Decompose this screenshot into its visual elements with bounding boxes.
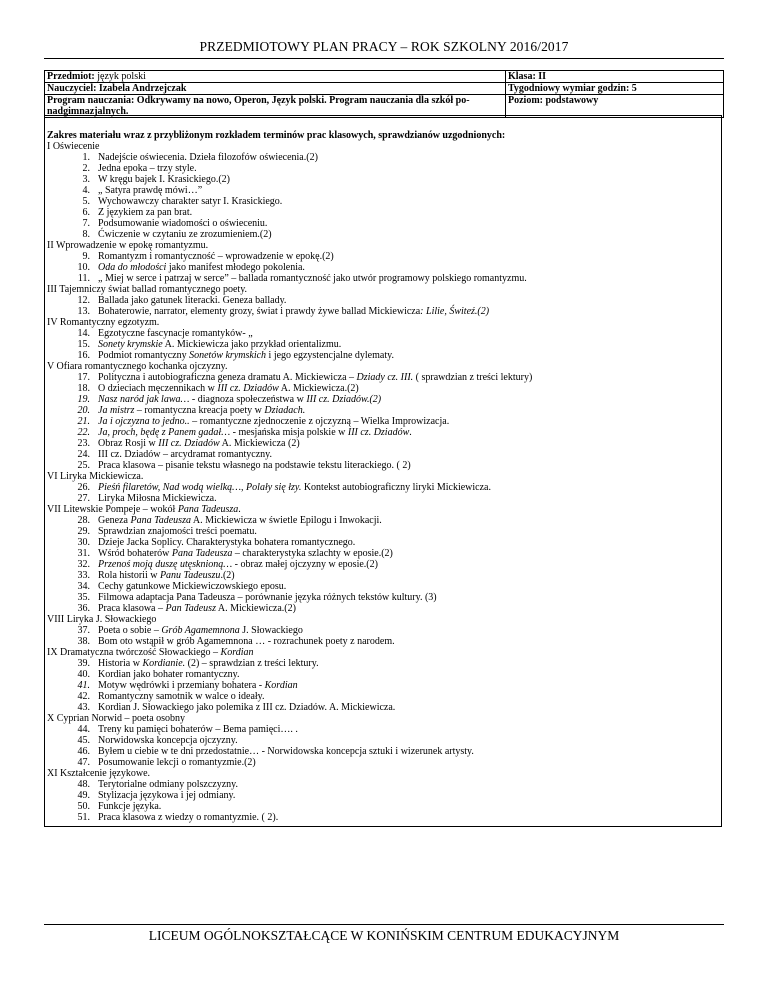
- text-run: jako manifest młodego pokolenia.: [166, 262, 305, 273]
- item-text: [98, 427, 719, 438]
- item-number: 4.: [82, 185, 90, 196]
- text-run: Kordian J. Słowackiego jako polemika z III cz. Dziadów. A. Mickiewicza.: [98, 702, 396, 713]
- item-text: [98, 262, 719, 273]
- text-run: - diagnoza społeczeństwa w: [189, 394, 307, 405]
- text-run: Dziadach.: [264, 405, 306, 416]
- text-run: Funkcje języka.: [98, 801, 162, 812]
- item-number: 34.: [77, 581, 90, 592]
- item-number: 5.: [82, 196, 90, 207]
- item-text: [98, 339, 719, 350]
- item-text: [98, 548, 719, 559]
- list-item: [47, 449, 719, 460]
- text-run: Ćwiczenie w czytaniu ze zrozumieniem.(2): [98, 229, 272, 240]
- item-text: [98, 273, 719, 284]
- section-title: V Ofiara romantycznego kochanka ojczyzny.: [47, 361, 228, 372]
- section-title: I Oświecenie: [47, 141, 100, 152]
- teacher-value: Nauczyciel: Izabela Andrzejczak: [47, 83, 187, 94]
- item-number: 9.: [82, 251, 90, 262]
- text-run: .: [238, 504, 241, 515]
- text-run: Pieśń filaretów, Nad wodą wielką…, Polały się łzy.: [98, 482, 302, 493]
- text-run: Ballada jako gatunek literacki. Geneza ballady.: [98, 295, 287, 306]
- item-text: [98, 350, 719, 361]
- text-run: Pana Tadeusza: [171, 548, 233, 559]
- item-text: [98, 746, 719, 757]
- text-run: – romantyczne zjednoczenie z ojczyzną – Wielka Improwizacja.: [189, 416, 450, 427]
- text-run: Praca klasowa z wiedzy o romantyzmie. ( 2).: [98, 812, 279, 823]
- item-number: 17.: [77, 372, 90, 383]
- item-number: 29.: [77, 526, 90, 537]
- item-text: [98, 482, 719, 493]
- item-number: 37.: [77, 625, 90, 636]
- item-text: [98, 680, 719, 691]
- list-item: [47, 669, 719, 680]
- item-text: [98, 702, 719, 713]
- item-number: 13.: [77, 306, 90, 317]
- item-text: [98, 570, 719, 581]
- item-text: [98, 515, 719, 526]
- list-item: [47, 306, 719, 317]
- text-run: III cz. Dziadów: [158, 438, 220, 449]
- item-number: 40.: [77, 669, 90, 680]
- text-run: Kordian: [264, 680, 298, 691]
- subject-value: język polski: [94, 71, 146, 82]
- item-text: [98, 636, 719, 647]
- footer-text: LICEUM OGÓLNOKSZTAŁCĄCE W KONIŃSKIM CENTRUM EDUKACYJNYM: [148, 928, 620, 943]
- item-text: [98, 658, 719, 669]
- list-item: [47, 196, 719, 207]
- text-run: Kontekst autobiograficzny liryki Mickiewicza.: [301, 482, 491, 493]
- text-run: A. Mickiewicza.(2): [215, 603, 296, 614]
- text-run: Bom oto wstąpił w grób Agamemnona … - rozrachunek poety z narodem.: [98, 636, 395, 647]
- text-run: IX Dramatyczna twórczość Słowackiego –: [47, 647, 221, 658]
- item-text: [98, 526, 719, 537]
- text-run: Motyw wędrówki i przemiany bohatera -: [98, 680, 265, 691]
- item-number: 50.: [77, 801, 90, 812]
- list-item: [47, 537, 719, 548]
- item-number: 48.: [77, 779, 90, 790]
- text-run: .: [409, 427, 412, 438]
- text-run: III cz. Dziadów: [217, 383, 279, 394]
- list-item: [47, 735, 719, 746]
- item-number: 42.: [77, 691, 90, 702]
- list-item: [47, 328, 719, 339]
- section-title: [47, 647, 719, 658]
- program-line-2: nadgimnazjalnych.: [47, 106, 129, 117]
- item-text: [98, 581, 719, 592]
- text-run: : Lilie, Świteź.(2): [420, 306, 490, 317]
- item-number: 51.: [77, 812, 90, 823]
- text-run: „ Satyra prawdę mówi…”: [98, 185, 203, 196]
- item-text: [98, 559, 719, 570]
- level-value: Poziom: podstawowy: [508, 95, 599, 106]
- text-run: Grób Agamemnona: [161, 625, 240, 636]
- header-table: [44, 70, 724, 118]
- item-text: [98, 295, 719, 306]
- text-run: III cz. Dziadów: [347, 427, 410, 438]
- list-item: [47, 229, 719, 240]
- class-cell: [506, 71, 724, 83]
- item-text: [98, 174, 719, 185]
- list-item: [47, 416, 719, 427]
- text-run: Romantyczny samotnik w walce o ideały.: [98, 691, 265, 702]
- text-run: Terytorialne odmiany polszczyzny.: [98, 779, 238, 790]
- list-item: [47, 691, 719, 702]
- item-text: [98, 306, 719, 317]
- text-run: Pana Tadeusza: [130, 515, 191, 526]
- list-item: [47, 350, 719, 361]
- sections-list: [47, 141, 719, 823]
- list-item: [47, 185, 719, 196]
- item-text: [98, 163, 719, 174]
- subject-label: Przedmiot:: [47, 71, 95, 82]
- list-item: [47, 702, 719, 713]
- item-number: 6.: [82, 207, 90, 218]
- section-title: XI Kształcenie językowe.: [47, 768, 151, 779]
- text-run: Wychowawczy charakter satyr I. Krasickiego.: [98, 196, 283, 207]
- item-number: 2.: [82, 163, 90, 174]
- text-run: – charakterystyka szlachty w eposie.(2): [232, 548, 393, 559]
- item-text: [98, 592, 719, 603]
- item-text: [98, 405, 719, 416]
- item-text: [98, 757, 719, 768]
- text-run: i jego egzystencjalne dylematy.: [266, 350, 394, 361]
- list-item: [47, 790, 719, 801]
- item-text: [98, 493, 719, 504]
- list-item: [47, 746, 719, 757]
- item-text: [98, 625, 719, 636]
- item-text: [98, 251, 719, 262]
- list-item: [47, 570, 719, 581]
- text-run: Dziady cz. III.: [356, 372, 414, 383]
- text-run: Podmiot romantyczny: [98, 350, 190, 361]
- item-number: 36.: [77, 603, 90, 614]
- content-box: [44, 115, 722, 827]
- item-number: 21.: [77, 416, 90, 427]
- text-run: .(2): [220, 570, 235, 581]
- item-number: 49.: [77, 790, 90, 801]
- item-number: 46.: [77, 746, 90, 757]
- item-number: 19.: [77, 394, 90, 405]
- item-text: [98, 537, 719, 548]
- item-number: 26.: [77, 482, 90, 493]
- text-run: Praca klasowa – pisanie tekstu własnego na podstawie tekstu literackiego. ( 2): [98, 460, 411, 471]
- text-run: Kordian jako bohater romantyczny.: [98, 669, 240, 680]
- item-text: [98, 328, 719, 339]
- list-item: [47, 273, 719, 284]
- text-run: Sonetów krymskich: [189, 350, 267, 361]
- item-number: 30.: [77, 537, 90, 548]
- list-item: [47, 625, 719, 636]
- item-number: 16.: [77, 350, 90, 361]
- item-text: [98, 735, 719, 746]
- text-run: Historia w: [98, 658, 143, 669]
- page-title: PRZEDMIOTOWY PLAN PRACY – ROK SZKOLNY 2016/2017: [199, 39, 569, 54]
- list-item: [47, 405, 719, 416]
- section-title: II Wprowadzenie w epokę romantyzmu.: [47, 240, 209, 251]
- list-item: [47, 779, 719, 790]
- item-number: 23.: [77, 438, 90, 449]
- section-title: [47, 504, 719, 515]
- text-run: Podsumowanie wiadomości o oświeceniu.: [98, 218, 268, 229]
- text-run: Wśród bohaterów: [98, 548, 172, 559]
- text-run: VII Litewskie Pompeje – wokół: [47, 504, 178, 515]
- item-number: 8.: [82, 229, 90, 240]
- text-run: Nasz naród jak lawa…: [98, 394, 190, 405]
- item-number: 1.: [82, 152, 90, 163]
- list-item: [47, 801, 719, 812]
- list-item: [47, 372, 719, 383]
- class-value: Klasa: II: [508, 71, 547, 82]
- list-item: [47, 394, 719, 405]
- text-run: O dzieciach męczennikach w: [98, 383, 218, 394]
- section-title: IV Romantyczny egzotyzm.: [47, 317, 160, 328]
- text-run: III cz. Dziadów – arcydramat romantyczny.: [98, 449, 272, 460]
- text-run: A. Mickiewicza.(2): [278, 383, 359, 394]
- text-run: Norwidowska koncepcja ojczyzny.: [98, 735, 238, 746]
- item-text: [98, 394, 719, 405]
- item-number: 3.: [82, 174, 90, 185]
- item-text: [98, 449, 719, 460]
- list-item: [47, 295, 719, 306]
- list-item: [47, 460, 719, 471]
- item-text: [98, 603, 719, 614]
- list-item: [47, 218, 719, 229]
- text-run: J. Słowackiego: [239, 625, 303, 636]
- item-text: [98, 801, 719, 812]
- text-run: Nadejście oświecenia. Dzieła filozofów oświecenia.(2): [98, 152, 318, 163]
- text-run: Panu Tadeuszu: [159, 570, 221, 581]
- item-number: 27.: [77, 493, 90, 504]
- text-run: A. Mickiewicza w świetle Epilogu i Inwokacji.: [190, 515, 382, 526]
- text-run: Polityczna i autobiograficzna geneza dramatu A. Mickiewicza –: [98, 372, 357, 383]
- list-item: [47, 339, 719, 350]
- item-text: [98, 218, 719, 229]
- list-item: [47, 163, 719, 174]
- item-number: 12.: [77, 295, 90, 306]
- item-number: 15.: [77, 339, 90, 350]
- text-run: Praca klasowa –: [98, 603, 166, 614]
- list-item: [47, 152, 719, 163]
- list-item: [47, 174, 719, 185]
- item-number: 11.: [77, 273, 90, 284]
- text-run: Byłem u ciebie w te dni przedostatnie… - Norwidowska koncepcja sztuki i wizerunek artysty.: [98, 746, 474, 757]
- list-item: [47, 262, 719, 273]
- list-item: [47, 482, 719, 493]
- item-number: 22.: [77, 427, 90, 438]
- text-run: Ja mistrz: [98, 405, 135, 416]
- item-number: 43.: [77, 702, 90, 713]
- list-item: [47, 757, 719, 768]
- item-text: [98, 229, 719, 240]
- item-number: 14.: [77, 328, 90, 339]
- list-item: [47, 383, 719, 394]
- section-title: III Tajemniczy świat ballad romantycznego poety.: [47, 284, 248, 295]
- text-run: Sprawdzian znajomości treści poematu.: [98, 526, 257, 537]
- text-run: Geneza: [98, 515, 131, 526]
- item-text: [98, 669, 719, 680]
- item-number: 18.: [77, 383, 90, 394]
- text-run: Oda do młodości: [98, 262, 167, 273]
- item-number: 45.: [77, 735, 90, 746]
- item-number: 20.: [77, 405, 90, 416]
- item-number: 32.: [77, 559, 90, 570]
- item-text: [98, 779, 719, 790]
- text-run: „ Miej w serce i patrzaj w serce” – ballada romantyczność jako utwór programowy polskiego romantyzmu.: [98, 273, 527, 284]
- section-title: VI Liryka Mickiewicza.: [47, 471, 144, 482]
- list-item: [47, 658, 719, 669]
- text-run: Treny ku pamięci bohaterów – Bema pamięci…. .: [98, 724, 298, 735]
- text-run: Egzotyczne fascynacje romantyków- „: [98, 328, 253, 339]
- list-item: [47, 603, 719, 614]
- text-run: Ja i ojczyzna to jedno..: [98, 416, 190, 427]
- item-text: [98, 207, 719, 218]
- text-run: III cz. Dziadów.(2): [306, 394, 382, 405]
- list-item: [47, 207, 719, 218]
- text-run: Dzieje Jacka Soplicy. Charakterystyka bohatera romantycznego.: [98, 537, 356, 548]
- list-item: [47, 581, 719, 592]
- item-number: 41.: [77, 680, 90, 691]
- weekly-hours-value: Tygodniowy wymiar godzin: 5: [508, 83, 637, 94]
- item-number: 39.: [77, 658, 90, 669]
- item-text: [98, 372, 719, 383]
- hours-cell: [506, 83, 724, 95]
- text-run: Filmowa adaptacja Pana Tadeusza – porównanie języka różnych tekstów kultury. (3): [98, 592, 437, 603]
- text-run: Kordian: [220, 647, 254, 658]
- item-number: 25.: [77, 460, 90, 471]
- text-run: - obraz małej ojczyzny w eposie.(2): [232, 559, 378, 570]
- item-number: 28.: [77, 515, 90, 526]
- item-text: [98, 152, 719, 163]
- section-title: X Cyprian Norwid – poeta osobny: [47, 713, 186, 724]
- item-number: 47.: [77, 757, 90, 768]
- text-run: W kręgu bajek I. Krasickiego.(2): [98, 174, 230, 185]
- list-item: [47, 493, 719, 504]
- text-run: Jedna epoka – trzy style.: [98, 163, 197, 174]
- list-item: [47, 680, 719, 691]
- item-text: [98, 185, 719, 196]
- teacher-cell: [45, 83, 506, 95]
- item-text: [98, 416, 719, 427]
- text-run: A. Mickiewicza (2): [219, 438, 300, 449]
- list-item: [47, 812, 719, 823]
- text-run: Liryka Miłosna Mickiewicza.: [98, 493, 217, 504]
- item-number: 44.: [77, 724, 90, 735]
- text-run: – romantyczna kreacja poety w: [134, 405, 265, 416]
- item-number: 24.: [77, 449, 90, 460]
- item-number: 10.: [77, 262, 90, 273]
- title-divider: [44, 58, 724, 59]
- text-run: Rola historii w: [98, 570, 160, 581]
- text-run: Ja, proch, będę z Panem gadał…: [98, 427, 231, 438]
- item-text: [98, 812, 719, 823]
- text-run: Obraz Rosji w: [98, 438, 159, 449]
- item-number: 38.: [77, 636, 90, 647]
- text-run: Romantyzm i romantyczność – wprowadzenie w epokę.(2): [98, 251, 334, 262]
- list-item: [47, 526, 719, 537]
- list-item: [47, 636, 719, 647]
- section-title: VIII Liryka J. Słowackiego: [47, 614, 157, 625]
- content-heading: Zakres materiału wraz z przybliżonym rozkładem terminów prac klasowych, sprawdzianów uzgodnionych:: [47, 130, 506, 141]
- text-run: Sonety krymskie: [98, 339, 163, 350]
- list-item: [47, 438, 719, 449]
- item-text: [98, 691, 719, 702]
- list-item: [47, 251, 719, 262]
- text-run: Poeta o sobie –: [98, 625, 162, 636]
- list-item: [47, 724, 719, 735]
- text-run: ( sprawdzian z treści lektury): [413, 372, 533, 383]
- text-run: (2) – sprawdzian z treści lektury.: [185, 658, 319, 669]
- text-run: Bohaterowie, narrator, elementy grozy, świat i prawdy żywe ballad Mickiewicza: [98, 306, 421, 317]
- item-text: [98, 790, 719, 801]
- text-run: Stylizacja językowa i jej odmiany.: [98, 790, 236, 801]
- item-number: 33.: [77, 570, 90, 581]
- footer-divider: [44, 924, 724, 925]
- subject-cell: [45, 71, 506, 83]
- text-run: Pana Tadeusza: [177, 504, 239, 515]
- program-line-1: Program nauczania: Odkrywamy na nowo, Operon, Język polski. Program nauczania dla szkół po-: [47, 95, 470, 106]
- text-run: Przenoś moją duszę utęsknioną…: [98, 559, 233, 570]
- text-run: Kordianie.: [142, 658, 186, 669]
- item-number: 31.: [77, 548, 90, 559]
- text-run: Pan Tadeusz: [165, 603, 216, 614]
- list-item: [47, 515, 719, 526]
- item-number: 35.: [77, 592, 90, 603]
- item-text: [98, 196, 719, 207]
- list-item: [47, 592, 719, 603]
- item-text: [98, 438, 719, 449]
- text-run: Posumowanie lekcji o romantyzmie.(2): [98, 757, 256, 768]
- item-number: 7.: [82, 218, 90, 229]
- text-run: A. Mickiewicza jako przykład orientalizmu.: [162, 339, 342, 350]
- list-item: [47, 548, 719, 559]
- item-text: [98, 724, 719, 735]
- text-run: Z językiem za pan brat.: [98, 207, 193, 218]
- list-item: [47, 559, 719, 570]
- item-text: [98, 383, 719, 394]
- text-run: - mesjańska misja polskie w: [230, 427, 348, 438]
- list-item: [47, 427, 719, 438]
- item-text: [98, 460, 719, 471]
- text-run: Cechy gatunkowe Mickiewiczowskiego eposu.: [98, 581, 287, 592]
